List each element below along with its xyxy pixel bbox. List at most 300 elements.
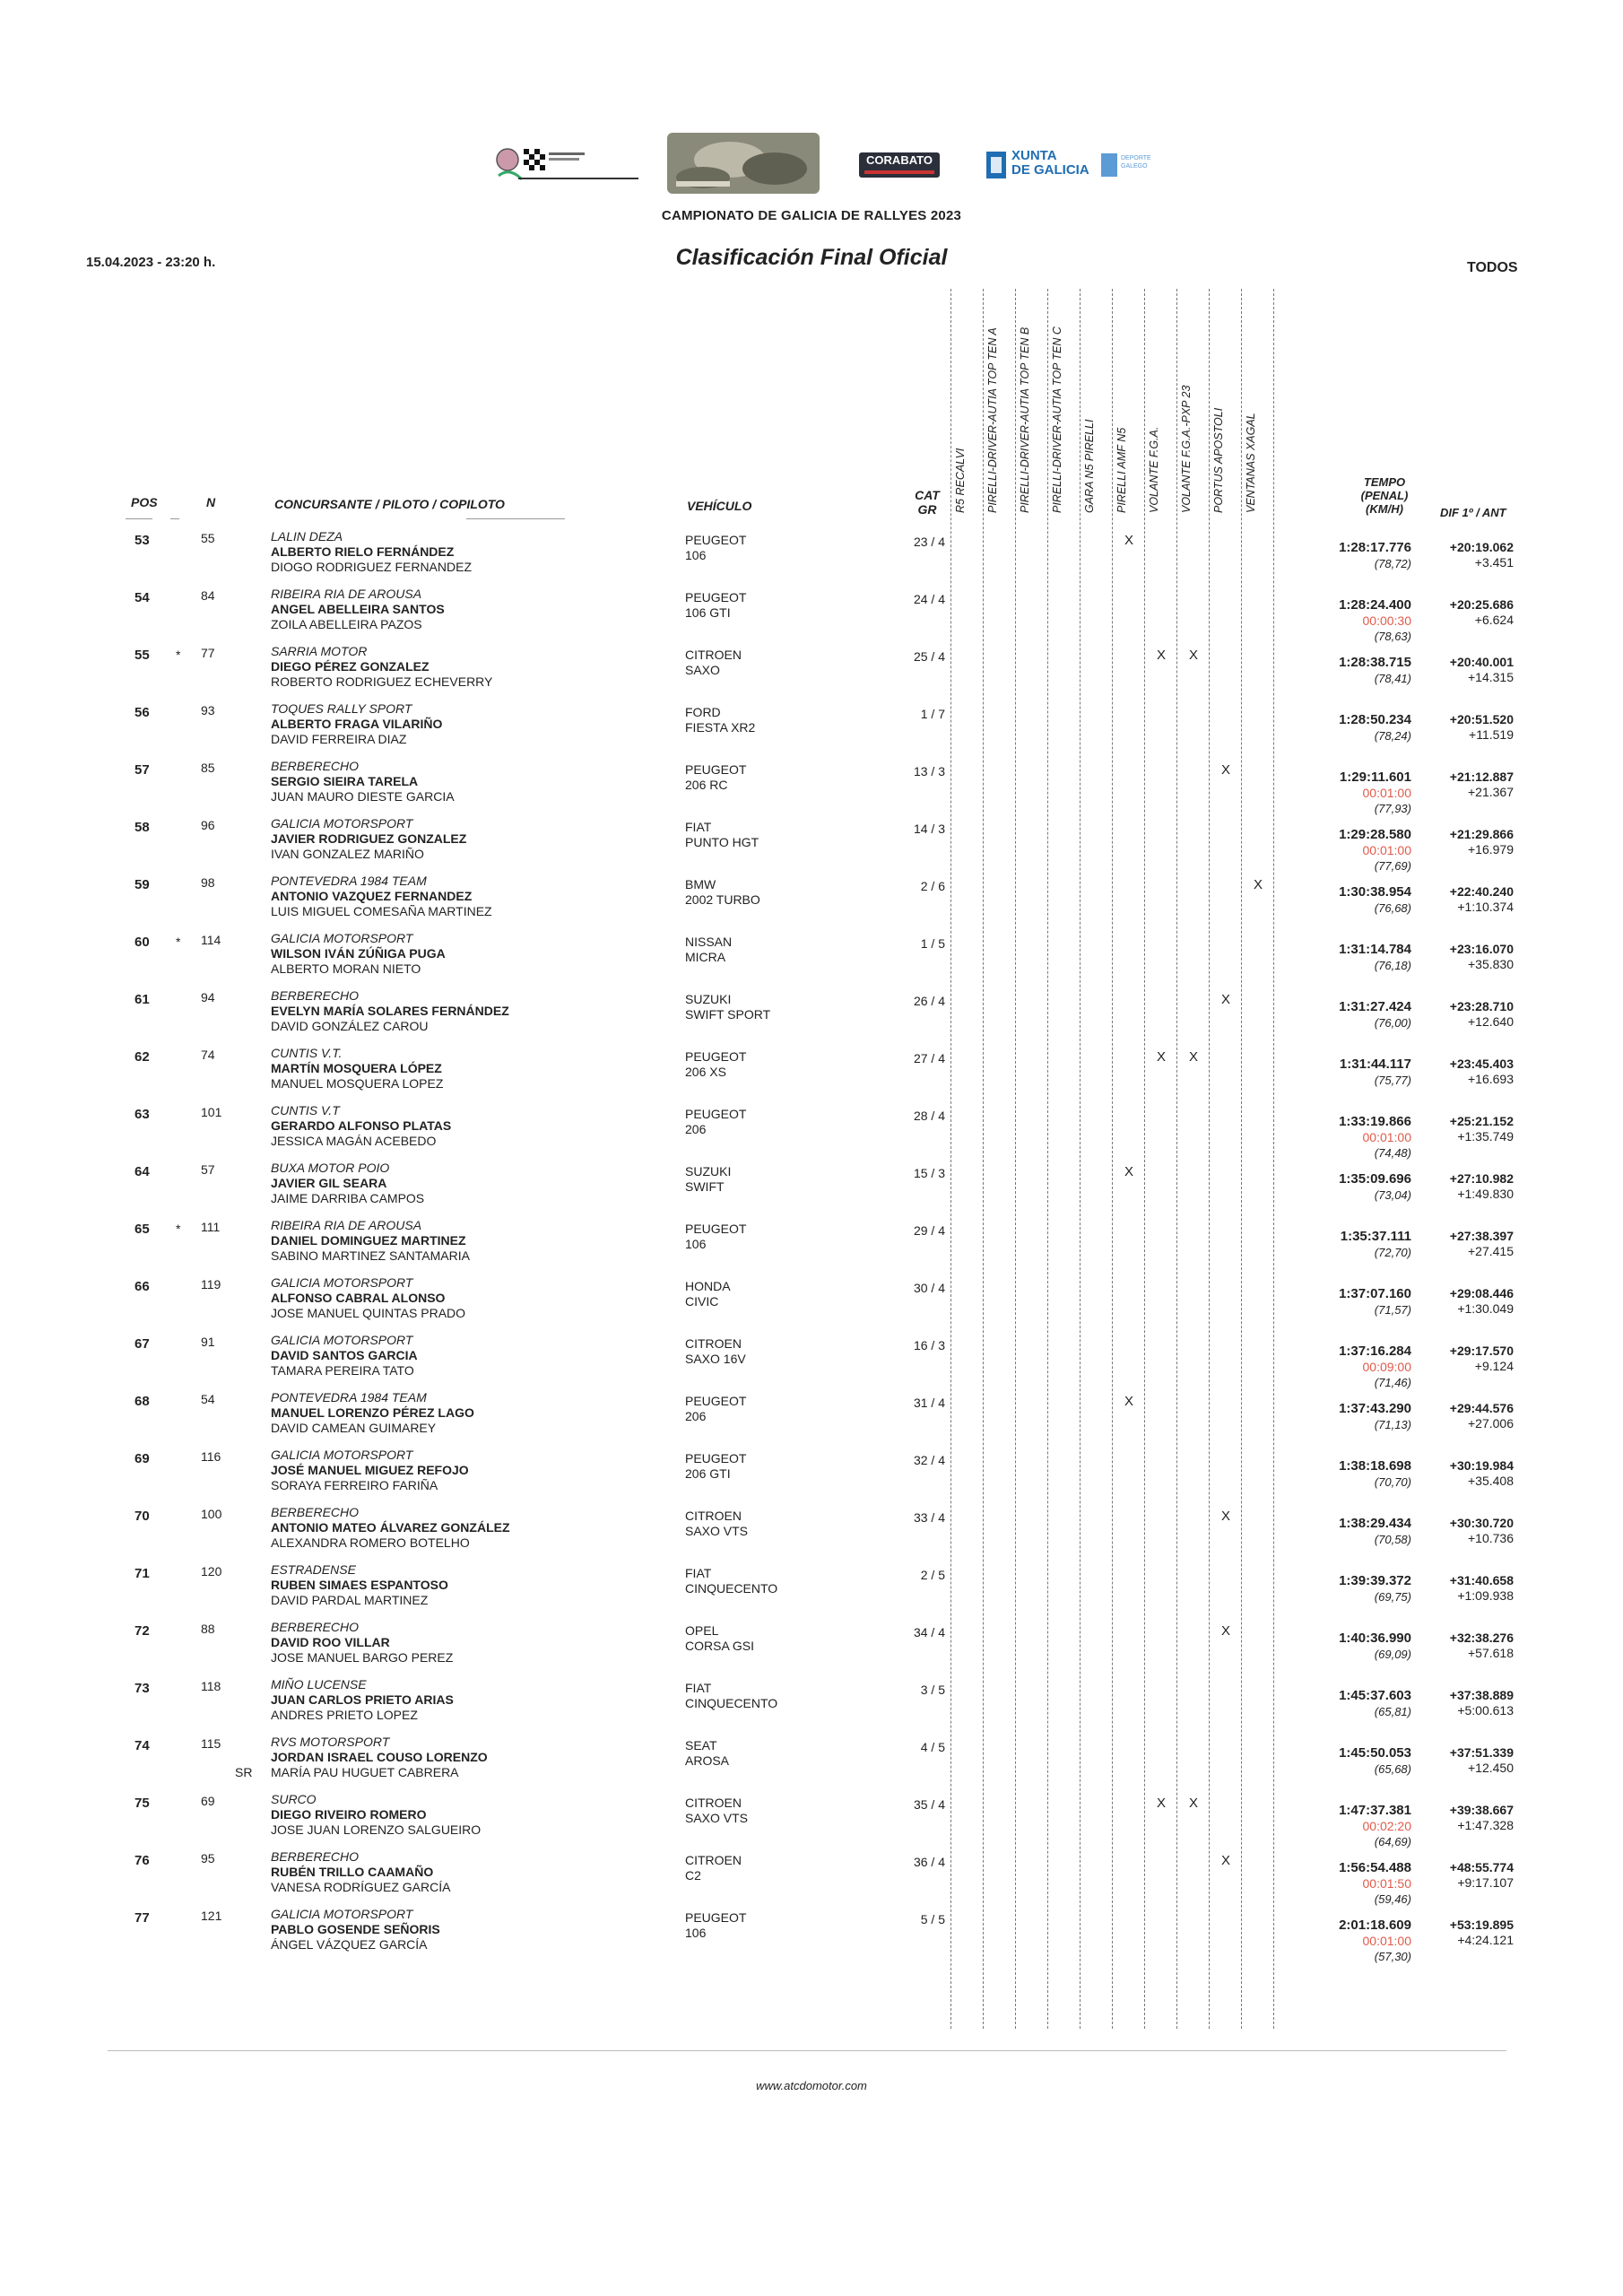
- final-time: 1:38:18.698: [1339, 1458, 1411, 1474]
- final-time: 1:37:07.160: [1339, 1286, 1411, 1301]
- position: 76: [135, 1853, 150, 1868]
- trophy-header-5: PIRELLI AMF N5: [1115, 427, 1128, 513]
- position: 64: [135, 1164, 150, 1179]
- final-time: 1:35:37.111: [1340, 1229, 1411, 1244]
- final-time: 1:28:17.776: [1339, 540, 1411, 555]
- diff-previous: +35.408: [1468, 1474, 1514, 1488]
- category-group: 14 / 3: [913, 822, 945, 836]
- vehicle-make: CITROEN: [685, 1853, 742, 1867]
- entrant-team: RIBEIRA RIA DE AROUSA: [271, 587, 422, 601]
- average-speed: (71,46): [1374, 1376, 1411, 1389]
- driver-name: RUBÉN TRILLO CAAMAÑO: [271, 1865, 434, 1879]
- trophy-mark: X: [1189, 648, 1199, 663]
- codriver-name: TAMARA PEREIRA TATO: [271, 1363, 414, 1378]
- diff-first: +23:45.403: [1449, 1057, 1514, 1071]
- final-time: 1:31:44.117: [1339, 1057, 1411, 1072]
- vehicle-model: 2002 TURBO: [685, 892, 760, 907]
- diff-previous: +1:10.374: [1457, 900, 1514, 914]
- car-number: 57: [201, 1162, 215, 1177]
- car-number: 91: [201, 1335, 215, 1349]
- position: 70: [135, 1509, 150, 1524]
- car-number: 119: [201, 1277, 221, 1292]
- codriver-name: DAVID FERREIRA DIAZ: [271, 732, 407, 746]
- category-group: 34 / 4: [913, 1625, 945, 1639]
- trophy-header-6: VOLANTE F.G.A.: [1148, 426, 1160, 513]
- codriver-name: ÁNGEL VÁZQUEZ GARCÍA: [271, 1937, 428, 1952]
- table-row: [0, 529, 1623, 587]
- vehicle-model: CINQUECENTO: [685, 1696, 778, 1710]
- car-number: 88: [201, 1622, 215, 1636]
- category-group: 13 / 3: [913, 764, 945, 778]
- category-group: 4 / 5: [920, 1740, 945, 1754]
- vehicle-model: AROSA: [685, 1753, 730, 1768]
- entrant-team: ESTRADENSE: [271, 1562, 356, 1577]
- average-speed: (77,69): [1374, 859, 1411, 873]
- trophy-mark: X: [1254, 877, 1263, 892]
- page-title: Clasificación Final Oficial: [675, 245, 948, 270]
- final-time: 1:38:29.434: [1339, 1516, 1411, 1531]
- vehicle-model: 206 GTI: [685, 1466, 731, 1481]
- vehicle-make: SEAT: [685, 1738, 717, 1752]
- diff-first: +20:40.001: [1449, 655, 1514, 669]
- average-speed: (69,09): [1374, 1648, 1411, 1661]
- diff-previous: +11.519: [1469, 727, 1514, 742]
- entrant-team: PONTEVEDRA 1984 TEAM: [271, 1390, 427, 1405]
- diff-previous: +27.415: [1468, 1244, 1514, 1258]
- final-time: 1:28:50.234: [1339, 712, 1411, 727]
- vehicle-model: 206: [685, 1122, 707, 1136]
- codriver-name: LUIS MIGUEL COMESAÑA MARTINEZ: [271, 904, 492, 918]
- diff-first: +48:55.774: [1449, 1860, 1514, 1874]
- codriver-name: JESSICA MAGÁN ACEBEDO: [271, 1134, 437, 1148]
- vehicle-make: HONDA: [685, 1279, 731, 1293]
- codriver-name: ANDRES PRIETO LOPEZ: [271, 1708, 418, 1722]
- final-time: 2:01:18.609: [1339, 1918, 1411, 1933]
- xunta-emblem-icon: [986, 152, 1006, 178]
- vehicle-make: OPEL: [685, 1623, 719, 1638]
- vehicle-make: SUZUKI: [685, 1164, 732, 1178]
- codriver-name: DAVID PARDAL MARTINEZ: [271, 1593, 429, 1607]
- codriver-name: VANESA RODRÍGUEZ GARCÍA: [271, 1880, 451, 1894]
- driver-name: MARTÍN MOSQUERA LÓPEZ: [271, 1061, 442, 1075]
- header-underline: [466, 518, 565, 519]
- trophy-mark: X: [1221, 1509, 1231, 1524]
- col-time: [1349, 475, 1420, 516]
- codriver-name: JOSE MANUEL BARGO PEREZ: [271, 1650, 454, 1665]
- category-group: 3 / 5: [920, 1683, 945, 1697]
- average-speed: (72,70): [1374, 1246, 1411, 1259]
- entrant-team: LALIN DEZA: [271, 529, 343, 544]
- vehicle-model: 206 XS: [685, 1065, 726, 1079]
- average-speed: (78,41): [1374, 672, 1411, 685]
- final-time: 1:33:19.866: [1339, 1114, 1411, 1129]
- codriver-name: SORAYA FERREIRO FARIÑA: [271, 1478, 438, 1492]
- table-row: [0, 988, 1623, 1046]
- trophy-header-8: PORTUS APOSTOLI: [1212, 407, 1225, 513]
- position: 68: [135, 1394, 150, 1409]
- category-group: 32 / 4: [913, 1453, 945, 1467]
- category-group: 29 / 4: [913, 1223, 945, 1238]
- driver-name: DIEGO RIVEIRO ROMERO: [271, 1807, 427, 1822]
- trophy-mark: X: [1124, 1164, 1134, 1179]
- average-speed: (65,81): [1374, 1705, 1411, 1718]
- table-row: [0, 1907, 1623, 1964]
- diff-first: +23:16.070: [1449, 942, 1514, 956]
- position: 57: [135, 762, 150, 778]
- final-time: 1:39:39.372: [1339, 1573, 1411, 1588]
- driver-name: RUBEN SIMAES ESPANTOSO: [271, 1578, 448, 1592]
- car-number: 54: [201, 1392, 215, 1406]
- diff-first: +32:38.276: [1449, 1631, 1514, 1645]
- trophy-header-2: PIRELLI-DRIVER-AUTIA TOP TEN B: [1019, 326, 1031, 513]
- diff-first: +27:38.397: [1449, 1229, 1514, 1243]
- diff-previous: +3.451: [1474, 555, 1514, 570]
- entrant-team: BERBERECHO: [271, 988, 360, 1003]
- codriver-name: JOSE MANUEL QUINTAS PRADO: [271, 1306, 466, 1320]
- final-time: 1:29:11.601: [1339, 770, 1411, 785]
- diff-first: +30:19.984: [1449, 1458, 1514, 1473]
- table-row: [0, 1849, 1623, 1907]
- table-row: [0, 1562, 1623, 1620]
- average-speed: (78,72): [1374, 557, 1411, 570]
- trophy-mark: X: [1124, 1394, 1134, 1409]
- final-time: 1:31:27.424: [1339, 999, 1411, 1014]
- entrant-team: GALICIA MOTORSPORT: [271, 1333, 413, 1347]
- position: 54: [135, 590, 150, 605]
- penalty-time: 00:00:30: [1362, 613, 1411, 628]
- trophy-header-9: VENTANAS XAGAL: [1245, 413, 1257, 513]
- vehicle-model: CINQUECENTO: [685, 1581, 778, 1596]
- driver-name: DIEGO PÉREZ GONZALEZ: [271, 659, 430, 674]
- driver-name: ALFONSO CABRAL ALONSO: [271, 1291, 446, 1305]
- table-row: [0, 1333, 1623, 1390]
- seeded-marker: *: [176, 1222, 181, 1236]
- sr-marker: SR: [235, 1765, 253, 1779]
- diff-previous: +21.367: [1468, 785, 1514, 799]
- final-time: 1:37:16.284: [1339, 1344, 1411, 1359]
- col-pos: POS: [131, 495, 158, 509]
- diff-previous: +35.830: [1468, 957, 1514, 971]
- col-cat-line1: CAT: [915, 488, 940, 502]
- report-date: 15.04.2023 - 23:20 h.: [86, 255, 216, 270]
- diff-previous: +12.640: [1468, 1014, 1514, 1029]
- diff-previous: +16.693: [1468, 1072, 1514, 1086]
- category-group: 25 / 4: [913, 649, 945, 664]
- diff-first: +30:30.720: [1449, 1516, 1514, 1530]
- entrant-team: GALICIA MOTORSPORT: [271, 1448, 413, 1462]
- category-group: 35 / 4: [913, 1797, 945, 1812]
- trophy-mark: X: [1189, 1796, 1199, 1811]
- codriver-name: JOSE JUAN LORENZO SALGUEIRO: [271, 1822, 482, 1837]
- average-speed: (76,18): [1374, 959, 1411, 972]
- category-group: 30 / 4: [913, 1281, 945, 1295]
- final-time: 1:45:50.053: [1339, 1745, 1411, 1761]
- entrant-team: GALICIA MOTORSPORT: [271, 931, 413, 945]
- category-group: 2 / 6: [920, 879, 945, 893]
- vehicle-make: PEUGEOT: [685, 533, 747, 547]
- trophy-mark: X: [1221, 1623, 1231, 1639]
- entrant-team: BERBERECHO: [271, 1620, 360, 1634]
- entrant-team: SURCO: [271, 1792, 317, 1806]
- diff-first: +21:29.866: [1449, 827, 1514, 841]
- diff-first: +29:17.570: [1449, 1344, 1514, 1358]
- final-time: 1:56:54.488: [1339, 1860, 1411, 1875]
- table-row: [0, 1677, 1623, 1735]
- vehicle-make: PEUGEOT: [685, 762, 747, 777]
- car-number: 101: [201, 1105, 222, 1119]
- car-number: 74: [201, 1048, 215, 1062]
- trophy-mark: X: [1221, 1853, 1231, 1868]
- federation-checkered-flag-logo: [491, 140, 642, 188]
- diff-previous: +1:09.938: [1457, 1588, 1514, 1603]
- table-row: [0, 816, 1623, 874]
- average-speed: (74,48): [1374, 1146, 1411, 1160]
- category-group: 36 / 4: [913, 1855, 945, 1869]
- vehicle-make: FIAT: [685, 820, 712, 834]
- seeded-marker: *: [176, 648, 181, 662]
- diff-previous: +6.624: [1474, 613, 1514, 627]
- vehicle-make: PEUGEOT: [685, 1107, 747, 1121]
- position: 59: [135, 877, 150, 892]
- trophy-header-7: VOLANTE F.G.A.-PXP 23: [1180, 385, 1193, 513]
- trophy-mark: X: [1157, 1049, 1167, 1065]
- table-row: [0, 701, 1623, 759]
- table-row: [0, 1792, 1623, 1849]
- driver-name: MANUEL LORENZO PÉREZ LAGO: [271, 1405, 474, 1420]
- penalty-time: 00:01:00: [1362, 786, 1411, 800]
- vehicle-model: FIESTA XR2: [685, 720, 756, 735]
- codriver-name: JUAN MAURO DIESTE GARCIA: [271, 789, 455, 804]
- diff-first: +21:12.887: [1449, 770, 1514, 784]
- category-group: 26 / 4: [913, 994, 945, 1008]
- vehicle-model: CIVIC: [685, 1294, 719, 1309]
- footer-divider: [108, 2050, 1506, 2051]
- penalty-time: 00:09:00: [1362, 1360, 1411, 1374]
- table-row: [0, 1103, 1623, 1161]
- diff-first: +29:44.576: [1449, 1401, 1514, 1415]
- average-speed: (70,70): [1374, 1475, 1411, 1489]
- vehicle-make: CITROEN: [685, 1509, 742, 1523]
- trophy-mark: X: [1221, 762, 1231, 778]
- penalty-time: 00:01:50: [1362, 1876, 1411, 1891]
- diff-first: +37:38.889: [1449, 1688, 1514, 1702]
- table-row: [0, 931, 1623, 988]
- car-number: 94: [201, 990, 215, 1004]
- driver-name: GERARDO ALFONSO PLATAS: [271, 1118, 452, 1133]
- category-group: 28 / 4: [913, 1109, 945, 1123]
- vehicle-make: FORD: [685, 705, 721, 719]
- position: 65: [135, 1222, 150, 1237]
- final-time: 1:45:37.603: [1339, 1688, 1411, 1703]
- diff-first: +25:21.152: [1449, 1114, 1514, 1128]
- diff-first: +20:25.686: [1449, 597, 1514, 612]
- diff-previous: +1:30.049: [1457, 1301, 1514, 1316]
- vehicle-model: 206 RC: [685, 778, 728, 792]
- final-time: 1:47:37.381: [1339, 1803, 1411, 1818]
- rally-photo-logo: [667, 133, 820, 194]
- entrant-team: SARRIA MOTOR: [271, 644, 368, 658]
- driver-name: EVELYN MARÍA SOLARES FERNÁNDEZ: [271, 1004, 509, 1018]
- codriver-name: JAIME DARRIBA CAMPOS: [271, 1191, 425, 1205]
- vehicle-model: 106: [685, 1237, 707, 1251]
- category-group: 5 / 5: [920, 1912, 945, 1926]
- category-group: 1 / 7: [920, 707, 945, 721]
- trophy-mark: X: [1189, 1049, 1199, 1065]
- vehicle-make: SUZUKI: [685, 992, 732, 1006]
- diff-first: +39:38.667: [1449, 1803, 1514, 1817]
- codriver-name: DIOGO RODRIGUEZ FERNANDEZ: [271, 560, 473, 574]
- average-speed: (78,24): [1374, 729, 1411, 743]
- col-time-line1: TEMPO: [1363, 475, 1406, 489]
- diff-first: +53:19.895: [1449, 1918, 1514, 1932]
- entrant-team: TOQUES RALLY SPORT: [271, 701, 412, 716]
- position: 53: [135, 533, 150, 548]
- vehicle-model: 106: [685, 1926, 707, 1940]
- deporte-emblem-icon: [1101, 153, 1117, 177]
- car-number: 84: [201, 588, 215, 603]
- position: 66: [135, 1279, 150, 1294]
- col-cat: [909, 488, 945, 517]
- final-time: 1:40:36.990: [1339, 1631, 1411, 1646]
- vehicle-model: MICRA: [685, 950, 726, 964]
- final-time: 1:30:38.954: [1339, 884, 1411, 900]
- entrant-team: BERBERECHO: [271, 759, 360, 773]
- average-speed: (65,68): [1374, 1762, 1411, 1776]
- diff-previous: +4:24.121: [1457, 1933, 1514, 1947]
- position: 73: [135, 1681, 150, 1696]
- table-row: [0, 1046, 1623, 1103]
- average-speed: (78,63): [1374, 630, 1411, 643]
- final-time: 1:29:28.580: [1339, 827, 1411, 842]
- footer-url: www.atcdomotor.com: [756, 2079, 867, 2092]
- average-speed: (73,04): [1374, 1188, 1411, 1202]
- codriver-name: DAVID GONZÁLEZ CAROU: [271, 1019, 429, 1033]
- table-row: [0, 1448, 1623, 1505]
- codriver-name: MANUEL MOSQUERA LOPEZ: [271, 1076, 444, 1091]
- vehicle-make: PEUGEOT: [685, 1394, 747, 1408]
- codriver-name: ZOILA ABELLEIRA PAZOS: [271, 617, 422, 631]
- category-group: 27 / 4: [913, 1051, 945, 1065]
- car-number: 100: [201, 1507, 222, 1521]
- codriver-name: MARÍA PAU HUGUET CABRERA: [271, 1765, 459, 1779]
- codriver-name: DAVID CAMEAN GUIMAREY: [271, 1421, 437, 1435]
- car-number: 115: [201, 1736, 221, 1751]
- category-group: 23 / 4: [913, 535, 945, 549]
- header-logos: [0, 133, 1623, 196]
- driver-name: PABLO GOSENDE SEÑORIS: [271, 1922, 440, 1936]
- driver-name: JORDAN ISRAEL COUSO LORENZO: [271, 1750, 488, 1764]
- header-underline: [126, 518, 152, 519]
- final-time: 1:28:38.715: [1339, 655, 1411, 670]
- penalty-time: 00:01:00: [1362, 1934, 1411, 1948]
- col-time-line2: (PENAL): [1360, 489, 1409, 502]
- xunta-galicia-logo: [986, 149, 1175, 181]
- vehicle-make: PEUGEOT: [685, 1049, 747, 1064]
- average-speed: (59,46): [1374, 1892, 1411, 1906]
- car-number: 120: [201, 1564, 222, 1578]
- position: 55: [135, 648, 150, 663]
- vehicle-make: PEUGEOT: [685, 1222, 747, 1236]
- trophy-mark: X: [1157, 648, 1167, 663]
- xunta-line-2: DE GALICIA: [1011, 162, 1089, 178]
- driver-name: WILSON IVÁN ZÚÑIGA PUGA: [271, 946, 446, 961]
- category-group: 1 / 5: [920, 936, 945, 951]
- vehicle-make: BMW: [685, 877, 716, 891]
- category-group: 15 / 3: [913, 1166, 945, 1180]
- vehicle-model: SAXO VTS: [685, 1811, 749, 1825]
- diff-previous: +10.736: [1468, 1531, 1514, 1545]
- filter-label: TODOS: [1467, 260, 1518, 275]
- vehicle-model: C2: [685, 1868, 701, 1883]
- vehicle-model: SWIFT: [685, 1179, 725, 1194]
- vehicle-model: 106 GTI: [685, 605, 731, 620]
- car-number: 77: [201, 646, 215, 660]
- entrant-team: CUNTIS V.T.: [271, 1046, 343, 1060]
- diff-previous: +16.979: [1468, 842, 1514, 857]
- driver-name: JUAN CARLOS PRIETO ARIAS: [271, 1692, 454, 1707]
- trophy-header-4: GARA N5 PIRELLI: [1083, 419, 1096, 513]
- average-speed: (71,13): [1374, 1418, 1411, 1431]
- position: 72: [135, 1623, 150, 1639]
- diff-previous: +14.315: [1468, 670, 1514, 684]
- vehicle-make: CITROEN: [685, 648, 742, 662]
- col-cat-line2: GR: [917, 502, 937, 517]
- entrant-team: BUXA MOTOR POIO: [271, 1161, 390, 1175]
- position: 75: [135, 1796, 150, 1811]
- driver-name: JAVIER RODRIGUEZ GONZALEZ: [271, 831, 467, 846]
- final-time: 1:37:43.290: [1339, 1401, 1411, 1416]
- table-row: [0, 874, 1623, 931]
- car-number: 118: [201, 1679, 221, 1693]
- driver-name: DAVID ROO VILLAR: [271, 1635, 390, 1649]
- codriver-name: ROBERTO RODRIGUEZ ECHEVERRY: [271, 674, 493, 689]
- col-n: N: [206, 495, 216, 509]
- corabato-logo: [859, 152, 940, 178]
- diff-first: +31:40.658: [1449, 1573, 1514, 1587]
- table-row: [0, 1735, 1623, 1792]
- entrant-team: CUNTIS V.T: [271, 1103, 340, 1118]
- corabato-logo-text: CORABATO: [866, 153, 933, 167]
- diff-first: +22:40.240: [1449, 884, 1514, 899]
- diff-previous: +9:17.107: [1457, 1875, 1514, 1890]
- driver-name: JOSÉ MANUEL MIGUEZ REFOJO: [271, 1463, 469, 1477]
- average-speed: (76,00): [1374, 1016, 1411, 1030]
- diff-first: +20:19.062: [1449, 540, 1514, 554]
- driver-name: ANTONIO VAZQUEZ FERNANDEZ: [271, 889, 473, 903]
- penalty-time: 00:01:00: [1362, 843, 1411, 857]
- table-row: [0, 587, 1623, 644]
- vehicle-make: FIAT: [685, 1681, 712, 1695]
- trophy-mark: X: [1221, 992, 1231, 1007]
- table-row: [0, 759, 1623, 816]
- col-diff: DIF 1º / ANT: [1440, 506, 1506, 519]
- entrant-team: PONTEVEDRA 1984 TEAM: [271, 874, 427, 888]
- position: 62: [135, 1049, 150, 1065]
- col-vehicle: VEHÍCULO: [687, 499, 752, 513]
- trophy-header-0: R5 RECALVI: [954, 448, 967, 513]
- vehicle-make: CITROEN: [685, 1336, 742, 1351]
- position: 63: [135, 1107, 150, 1122]
- diff-previous: +1:35.749: [1457, 1129, 1514, 1144]
- final-time: 1:31:14.784: [1339, 942, 1411, 957]
- position: 56: [135, 705, 150, 720]
- position: 58: [135, 820, 150, 835]
- diff-previous: +1:49.830: [1457, 1187, 1514, 1201]
- average-speed: (69,75): [1374, 1590, 1411, 1604]
- position: 60: [135, 935, 150, 950]
- diff-previous: +57.618: [1468, 1646, 1514, 1660]
- final-time: 1:35:09.696: [1339, 1171, 1411, 1187]
